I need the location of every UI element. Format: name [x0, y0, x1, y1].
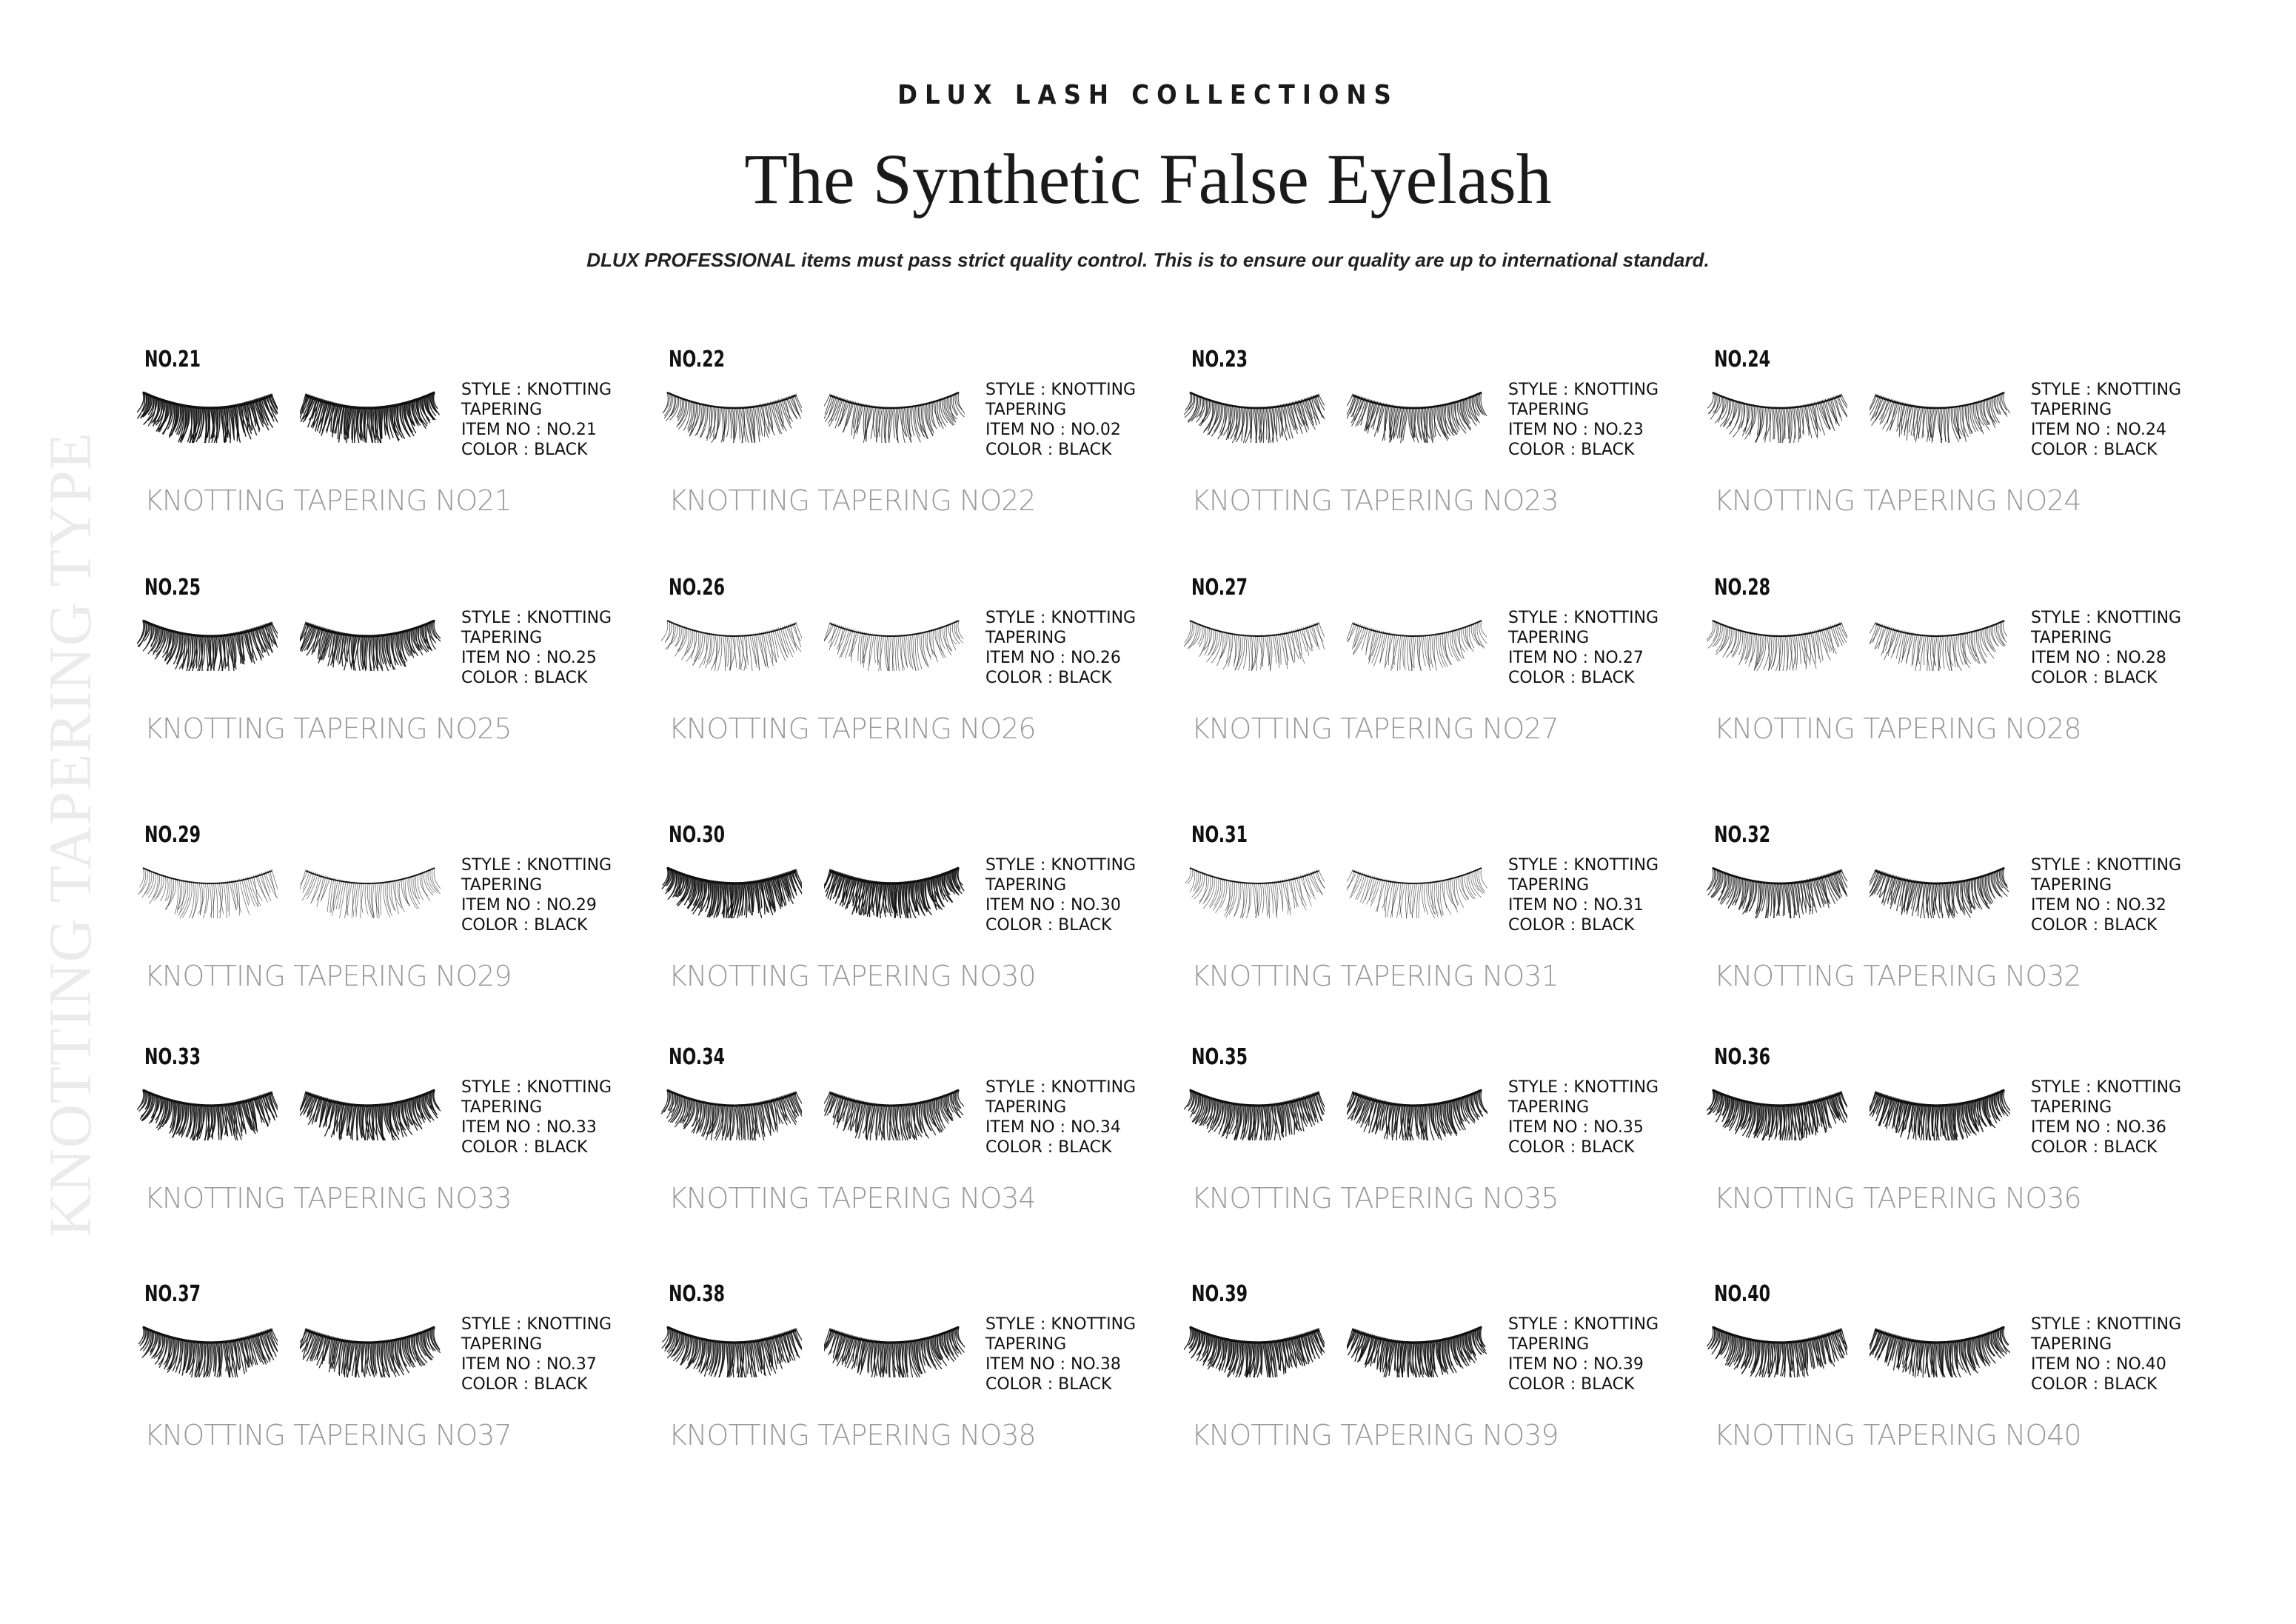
- product-name: KNOTTING TAPERING NO22: [669, 484, 1036, 517]
- product-specs: [985, 1077, 1136, 1157]
- right-eyelash-image: [300, 604, 441, 671]
- spec-style: STYLE : KNOTTING: [985, 856, 1137, 875]
- left-eyelash-image: [1707, 1311, 1847, 1377]
- left-eyelash-image: [1707, 1074, 1847, 1140]
- spec-style-cont: TAPERING: [1508, 1335, 1590, 1354]
- spec-style: STYLE : KNOTTING: [461, 1315, 612, 1334]
- product-specs: [461, 855, 612, 935]
- spec-color: COLOR : BLACK: [2031, 669, 2158, 687]
- product-card: [144, 1044, 663, 1214]
- spec-color: COLOR : BLACK: [1508, 916, 1635, 935]
- product-specs: [985, 1314, 1136, 1394]
- product-card: [1714, 575, 2232, 745]
- spec-item-no: ITEM NO : NO.02: [985, 421, 1121, 439]
- product-card: [144, 1281, 663, 1451]
- spec-style: STYLE : KNOTTING: [1508, 1078, 1659, 1097]
- spec-style: STYLE : KNOTTING: [1508, 856, 1659, 875]
- product-specs: [2031, 1077, 2181, 1157]
- product-number: NO.31: [1191, 822, 1248, 848]
- left-eyelash-image: [661, 376, 802, 443]
- spec-style: STYLE : KNOTTING: [2031, 1315, 2182, 1334]
- spec-style: STYLE : KNOTTING: [1508, 609, 1659, 627]
- brand-heading: DLUX LASH COLLECTIONS: [897, 80, 1399, 110]
- product-specs: [2031, 1314, 2181, 1394]
- left-eyelash-image: [1707, 604, 1847, 671]
- product-card: [1191, 575, 1710, 745]
- product-name: KNOTTING TAPERING NO21: [144, 484, 512, 517]
- spec-style: STYLE : KNOTTING: [2031, 1078, 2182, 1097]
- right-eyelash-image: [1870, 376, 2010, 443]
- product-number: NO.28: [1714, 575, 1771, 601]
- spec-style: STYLE : KNOTTING: [461, 1078, 612, 1097]
- spec-color: COLOR : BLACK: [985, 1375, 1112, 1394]
- left-eyelash-image: [661, 604, 802, 671]
- product-number: NO.30: [669, 822, 726, 848]
- spec-style-cont: TAPERING: [985, 401, 1067, 419]
- spec-color: COLOR : BLACK: [461, 1138, 588, 1157]
- product-number: NO.24: [1714, 347, 1771, 372]
- left-eyelash-image: [1184, 1074, 1325, 1140]
- product-name: KNOTTING TAPERING NO38: [669, 1419, 1036, 1451]
- left-eyelash-image: [1184, 376, 1325, 443]
- product-specs: [1508, 1314, 1659, 1394]
- product-number: NO.21: [144, 347, 201, 372]
- side-category-label: KNOTTING TAPERING TYPE: [36, 432, 104, 1237]
- product-specs: [1508, 380, 1659, 460]
- spec-style: STYLE : KNOTTING: [985, 1315, 1137, 1334]
- left-eyelash-image: [1707, 852, 1847, 918]
- product-card: [669, 575, 1187, 745]
- spec-item-no: ITEM NO : NO.29: [461, 896, 597, 915]
- product-name: KNOTTING TAPERING NO32: [1714, 960, 2081, 992]
- product-number: NO.37: [144, 1281, 201, 1307]
- spec-style-cont: TAPERING: [985, 1335, 1067, 1354]
- spec-color: COLOR : BLACK: [985, 1138, 1112, 1157]
- product-number: NO.40: [1714, 1281, 1771, 1307]
- product-name: KNOTTING TAPERING NO29: [144, 960, 512, 992]
- right-eyelash-image: [1870, 1074, 2010, 1140]
- right-eyelash-image: [1870, 604, 2010, 671]
- spec-style-cont: TAPERING: [461, 1098, 543, 1117]
- spec-item-no: ITEM NO : NO.24: [2031, 421, 2166, 439]
- product-name: KNOTTING TAPERING NO37: [144, 1419, 512, 1451]
- right-eyelash-image: [1347, 852, 1487, 918]
- right-eyelash-image: [300, 1074, 441, 1140]
- spec-color: COLOR : BLACK: [1508, 669, 1635, 687]
- page-title: The Synthetic False Eyelash: [744, 139, 1552, 218]
- spec-color: COLOR : BLACK: [1508, 441, 1635, 459]
- right-eyelash-image: [824, 1074, 965, 1140]
- spec-item-no: ITEM NO : NO.32: [2031, 896, 2166, 915]
- product-name: KNOTTING TAPERING NO40: [1714, 1419, 2081, 1451]
- spec-style-cont: TAPERING: [461, 1335, 543, 1354]
- spec-style-cont: TAPERING: [1508, 1098, 1590, 1117]
- product-name: KNOTTING TAPERING NO33: [144, 1182, 512, 1214]
- product-card: [1191, 1044, 1710, 1214]
- spec-style: STYLE : KNOTTING: [461, 856, 612, 875]
- spec-style-cont: TAPERING: [1508, 876, 1590, 895]
- spec-style: STYLE : KNOTTING: [985, 381, 1137, 399]
- spec-style: STYLE : KNOTTING: [2031, 856, 2182, 875]
- product-number: NO.25: [144, 575, 201, 601]
- product-specs: [985, 380, 1136, 460]
- product-number: NO.38: [669, 1281, 726, 1307]
- product-card: [1714, 1044, 2232, 1214]
- product-specs: [985, 855, 1136, 935]
- right-eyelash-image: [824, 376, 965, 443]
- spec-color: COLOR : BLACK: [2031, 441, 2158, 459]
- spec-style-cont: TAPERING: [2031, 1098, 2112, 1117]
- product-card: [1714, 822, 2232, 992]
- product-name: KNOTTING TAPERING NO23: [1191, 484, 1559, 517]
- product-number: NO.35: [1191, 1044, 1248, 1070]
- spec-style-cont: TAPERING: [985, 876, 1067, 895]
- product-number: NO.26: [669, 575, 726, 601]
- spec-style-cont: TAPERING: [2031, 1335, 2112, 1354]
- spec-style: STYLE : KNOTTING: [2031, 609, 2182, 627]
- product-name: KNOTTING TAPERING NO25: [144, 712, 512, 745]
- right-eyelash-image: [300, 1311, 441, 1377]
- right-eyelash-image: [300, 376, 441, 443]
- product-specs: [461, 608, 612, 688]
- product-card: [144, 575, 663, 745]
- right-eyelash-image: [1347, 376, 1487, 443]
- spec-style: STYLE : KNOTTING: [461, 609, 612, 627]
- product-name: KNOTTING TAPERING NO35: [1191, 1182, 1559, 1214]
- spec-item-no: ITEM NO : NO.27: [1508, 649, 1644, 667]
- product-specs: [1508, 1077, 1659, 1157]
- left-eyelash-image: [137, 604, 278, 671]
- right-eyelash-image: [1347, 604, 1487, 671]
- spec-color: COLOR : BLACK: [461, 441, 588, 459]
- spec-item-no: ITEM NO : NO.30: [985, 896, 1121, 915]
- spec-style-cont: TAPERING: [985, 629, 1067, 647]
- spec-item-no: ITEM NO : NO.25: [461, 649, 597, 667]
- spec-style: STYLE : KNOTTING: [985, 609, 1137, 627]
- left-eyelash-image: [1184, 604, 1325, 671]
- spec-color: COLOR : BLACK: [461, 1375, 588, 1394]
- spec-item-no: ITEM NO : NO.28: [2031, 649, 2166, 667]
- product-card: [669, 1281, 1187, 1451]
- spec-item-no: ITEM NO : NO.37: [461, 1355, 597, 1374]
- spec-style: STYLE : KNOTTING: [985, 1078, 1137, 1097]
- product-name: KNOTTING TAPERING NO24: [1714, 484, 2081, 517]
- left-eyelash-image: [1707, 376, 1847, 443]
- left-eyelash-image: [1184, 852, 1325, 918]
- product-name: KNOTTING TAPERING NO39: [1191, 1419, 1559, 1451]
- left-eyelash-image: [1184, 1311, 1325, 1377]
- spec-item-no: ITEM NO : NO.26: [985, 649, 1121, 667]
- product-card: [144, 822, 663, 992]
- spec-style-cont: TAPERING: [2031, 401, 2112, 419]
- product-specs: [2031, 380, 2181, 460]
- spec-color: COLOR : BLACK: [985, 441, 1112, 459]
- right-eyelash-image: [824, 604, 965, 671]
- product-card: [1714, 1281, 2232, 1451]
- spec-color: COLOR : BLACK: [2031, 1375, 2158, 1394]
- spec-item-no: ITEM NO : NO.40: [2031, 1355, 2166, 1374]
- spec-style-cont: TAPERING: [461, 401, 543, 419]
- spec-style-cont: TAPERING: [461, 876, 543, 895]
- spec-item-no: ITEM NO : NO.23: [1508, 421, 1644, 439]
- right-eyelash-image: [1347, 1074, 1487, 1140]
- spec-color: COLOR : BLACK: [1508, 1138, 1635, 1157]
- product-number: NO.34: [669, 1044, 726, 1070]
- spec-color: COLOR : BLACK: [2031, 1138, 2158, 1157]
- spec-style: STYLE : KNOTTING: [2031, 381, 2182, 399]
- product-specs: [2031, 608, 2181, 688]
- product-card: [669, 347, 1187, 517]
- spec-color: COLOR : BLACK: [461, 916, 588, 935]
- spec-item-no: ITEM NO : NO.35: [1508, 1118, 1644, 1137]
- product-specs: [461, 1314, 612, 1394]
- product-specs: [985, 608, 1136, 688]
- product-specs: [1508, 608, 1659, 688]
- right-eyelash-image: [1870, 852, 2010, 918]
- spec-style: STYLE : KNOTTING: [461, 381, 612, 399]
- product-name: KNOTTING TAPERING NO36: [1714, 1182, 2081, 1214]
- product-number: NO.22: [669, 347, 726, 372]
- product-card: [669, 822, 1187, 992]
- spec-style-cont: TAPERING: [2031, 629, 2112, 647]
- left-eyelash-image: [137, 376, 278, 443]
- product-card: [1191, 822, 1710, 992]
- spec-item-no: ITEM NO : NO.39: [1508, 1355, 1644, 1374]
- quality-statement: DLUX PROFESSIONAL items must pass strict quality control. This is to ensure our quality are up to international standard.: [586, 249, 1710, 271]
- spec-color: COLOR : BLACK: [985, 916, 1112, 935]
- product-number: NO.39: [1191, 1281, 1248, 1307]
- spec-style-cont: TAPERING: [1508, 629, 1590, 647]
- right-eyelash-image: [824, 852, 965, 918]
- right-eyelash-image: [300, 852, 441, 918]
- spec-item-no: ITEM NO : NO.33: [461, 1118, 597, 1137]
- product-specs: [461, 380, 612, 460]
- product-number: NO.32: [1714, 822, 1771, 848]
- product-name: KNOTTING TAPERING NO26: [669, 712, 1036, 745]
- spec-style: STYLE : KNOTTING: [1508, 381, 1659, 399]
- spec-style-cont: TAPERING: [2031, 876, 2112, 895]
- right-eyelash-image: [1870, 1311, 2010, 1377]
- spec-item-no: ITEM NO : NO.34: [985, 1118, 1121, 1137]
- spec-style-cont: TAPERING: [1508, 401, 1590, 419]
- product-card: [144, 347, 663, 517]
- spec-color: COLOR : BLACK: [985, 669, 1112, 687]
- left-eyelash-image: [661, 852, 802, 918]
- spec-item-no: ITEM NO : NO.21: [461, 421, 597, 439]
- product-number: NO.36: [1714, 1044, 1771, 1070]
- spec-color: COLOR : BLACK: [461, 669, 588, 687]
- spec-item-no: ITEM NO : NO.38: [985, 1355, 1121, 1374]
- product-name: KNOTTING TAPERING NO34: [669, 1182, 1036, 1214]
- left-eyelash-image: [661, 1311, 802, 1377]
- right-eyelash-image: [1347, 1311, 1487, 1377]
- left-eyelash-image: [137, 852, 278, 918]
- spec-item-no: ITEM NO : NO.31: [1508, 896, 1644, 915]
- product-specs: [461, 1077, 612, 1157]
- product-specs: [1508, 855, 1659, 935]
- spec-item-no: ITEM NO : NO.36: [2031, 1118, 2166, 1137]
- product-number: NO.29: [144, 822, 201, 848]
- product-name: KNOTTING TAPERING NO28: [1714, 712, 2081, 745]
- product-card: [1714, 347, 2232, 517]
- product-number: NO.23: [1191, 347, 1248, 372]
- product-name: KNOTTING TAPERING NO30: [669, 960, 1036, 992]
- product-card: [669, 1044, 1187, 1214]
- spec-color: COLOR : BLACK: [1508, 1375, 1635, 1394]
- right-eyelash-image: [824, 1311, 965, 1377]
- spec-style-cont: TAPERING: [985, 1098, 1067, 1117]
- product-number: NO.27: [1191, 575, 1248, 601]
- left-eyelash-image: [661, 1074, 802, 1140]
- product-card: [1191, 347, 1710, 517]
- product-name: KNOTTING TAPERING NO31: [1191, 960, 1559, 992]
- product-number: NO.33: [144, 1044, 201, 1070]
- spec-style-cont: TAPERING: [461, 629, 543, 647]
- product-name: KNOTTING TAPERING NO27: [1191, 712, 1559, 745]
- spec-color: COLOR : BLACK: [2031, 916, 2158, 935]
- product-card: [1191, 1281, 1710, 1451]
- left-eyelash-image: [137, 1311, 278, 1377]
- product-specs: [2031, 855, 2181, 935]
- spec-style: STYLE : KNOTTING: [1508, 1315, 1659, 1334]
- left-eyelash-image: [137, 1074, 278, 1140]
